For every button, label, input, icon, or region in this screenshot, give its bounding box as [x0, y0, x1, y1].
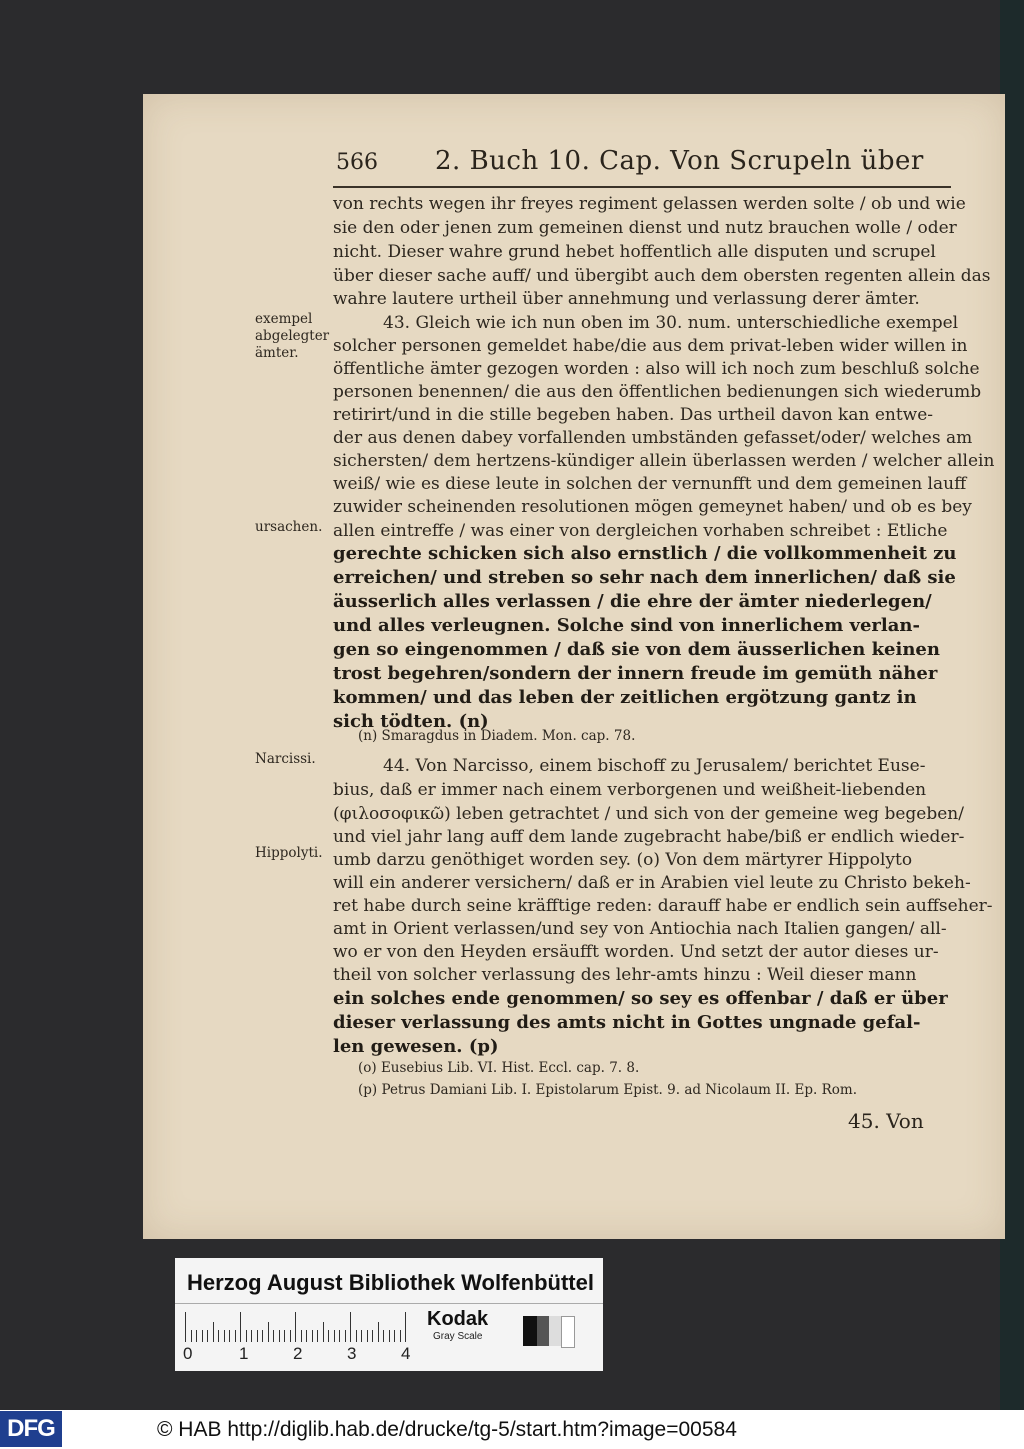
body-line-quote: gen so eingenommen / daß sie von dem äusserlichen keinen [333, 639, 940, 660]
ruler-tick [400, 1330, 401, 1342]
body-line-quote: erreichen/ und streben so sehr nach dem innerlichen/ daß sie [333, 567, 956, 588]
ruler-tick [273, 1330, 274, 1342]
body-line: zuwider scheinenden resolutionen mögen gemeynet haben/ und ob es bey [333, 497, 972, 517]
ruler-tick [251, 1330, 252, 1342]
ruler-tick [191, 1330, 192, 1342]
ruler-number: 4 [401, 1344, 411, 1363]
margin-note-hippolyti: Hippolyti. [255, 845, 323, 861]
ruler-tick [356, 1330, 357, 1342]
ruler-number: 1 [239, 1344, 249, 1363]
body-line: der aus denen dabey vorfallenden umbständen gefasset/oder/ welches am [333, 428, 973, 448]
card-divider [175, 1303, 603, 1304]
ruler-tick [213, 1322, 214, 1342]
ruler-tick [207, 1330, 208, 1342]
gray-swatch-light [549, 1316, 561, 1346]
body-line: retirirt/und in die stille begeben haben. Das urtheil davon kan entwe- [333, 405, 934, 425]
ruler-tick [240, 1312, 241, 1342]
body-line-quote: äusserlich alles verlassen / die ehre der ämter niederlegen/ [333, 591, 932, 612]
body-line: allen eintreffe / was einer von dergleichen vorhaben schreibet : Etliche [333, 521, 948, 541]
ruler-tick [262, 1330, 263, 1342]
body-line-quote: trost begehren/sondern der innern freude im gemüth näher [333, 663, 938, 684]
running-title: 2. Buch 10. Cap. Von Scrupeln über [435, 146, 924, 176]
body-line-quote: sich tödten. (n) [333, 711, 489, 732]
ruler-tick [394, 1330, 395, 1342]
kodak-logo-text: Kodak [427, 1308, 489, 1330]
ruler-tick [295, 1312, 296, 1342]
margin-note-abgelegter: abgelegter [255, 328, 330, 344]
footnote-o: (o) Eusebius Lib. VI. Hist. Eccl. cap. 7. 8. [358, 1060, 640, 1076]
dfg-logo: DFG [0, 1411, 62, 1447]
body-line-quote: ein solches ende genommen/ so sey es offenbar / daß er über [333, 988, 948, 1009]
footnote-n: (n) Smaragdus in Diadem. Mon. cap. 78. [358, 728, 636, 744]
ruler-tick [279, 1330, 280, 1342]
ruler-tick [367, 1330, 368, 1342]
body-line: bius, daß er immer nach einem verborgenen und weißheit-liebenden [333, 780, 927, 800]
body-line: von rechts wegen ihr freyes regiment gelassen werden solte / ob und wie [333, 194, 966, 214]
ruler-tick [312, 1330, 313, 1342]
body-line: sie den oder jenen zum gemeinen dienst und nutz brauchen wolle / oder [333, 218, 957, 238]
body-line: solcher personen gemeldet habe/die aus dem privat-leben wider willen in [333, 336, 968, 356]
catchword: 45. Von [848, 1109, 924, 1133]
ruler-tick [196, 1330, 197, 1342]
ruler-tick [257, 1330, 258, 1342]
gray-swatch-dark [537, 1316, 549, 1346]
ruler-tick [350, 1312, 351, 1342]
ruler-number: 2 [293, 1344, 303, 1363]
ruler-tick [224, 1330, 225, 1342]
margin-note-exempel: exempel [255, 311, 313, 327]
ruler-tick [378, 1322, 379, 1342]
body-line: 43. Gleich wie ich nun oben im 30. num. unterschiedliche exempel [383, 313, 959, 333]
ruler-tick [328, 1330, 329, 1342]
body-line: (φιλοσοφικῶ) leben getrachtet / und sich von der gemeine weg begeben/ [333, 804, 964, 824]
ruler-scale [185, 1310, 417, 1342]
margin-note-narcissi: Narcissi. [255, 751, 316, 767]
body-line: wo er von den Heyden ersäufft worden. Und setzt der autor dieses ur- [333, 942, 939, 962]
gray-swatch-black [523, 1316, 537, 1346]
body-line: personen benennen/ die aus den öffentlichen bedienungen sich wiederumb [333, 382, 982, 402]
body-line: umb darzu genöthiget worden sey. (o) Von dem märtyrer Hippolyto [333, 850, 913, 870]
book-page [143, 94, 1005, 1239]
body-line: sichersten/ dem hertzens-kündiger allein überlassen werden / welcher allein [333, 451, 995, 471]
body-line-quote: dieser verlassung des amts nicht in Gottes ungnade gefal- [333, 1012, 921, 1033]
body-line-quote: len gewesen. (p) [333, 1036, 499, 1057]
ruler-tick [218, 1330, 219, 1342]
ruler-tick [229, 1330, 230, 1342]
body-line: will ein anderer versichern/ daß er in Arabien viel leute zu Christo bekeh- [333, 873, 971, 893]
ruler-tick [185, 1312, 186, 1342]
margin-note-ursachen: ursachen. [255, 519, 323, 535]
footnote-p: (p) Petrus Damiani Lib. I. Epistolarum Epist. 9. ad Nicolaum II. Ep. Rom. [358, 1082, 857, 1098]
gray-scale-label: Gray Scale [433, 1331, 483, 1342]
ruler-tick [268, 1322, 269, 1342]
ruler-tick [306, 1330, 307, 1342]
page-number: 566 [336, 150, 378, 175]
body-line-quote: und alles verleugnen. Solche sind von innerlichem verlan- [333, 615, 920, 636]
ruler-tick [301, 1330, 302, 1342]
body-line-quote: gerechte schicken sich also ernstlich / die vollkommenheit zu [333, 543, 957, 564]
body-line: weiß/ wie es diese leute in solchen der vernunfft und dem gemeinen lauff [333, 474, 967, 494]
ruler-tick [372, 1330, 373, 1342]
body-line: wahre lautere urtheil über annehmung und verlassung derer ämter. [333, 289, 920, 309]
body-line: 44. Von Narcisso, einem bischoff zu Jerusalem/ berichtet Euse- [383, 756, 926, 776]
ruler-number: 0 [183, 1344, 193, 1363]
ruler-tick [202, 1330, 203, 1342]
ruler-tick [345, 1330, 346, 1342]
body-line: amt in Orient verlassen/und sey von Antiochia nach Italien gangen/ all- [333, 919, 947, 939]
gray-swatch-white [561, 1316, 575, 1348]
body-line: nicht. Dieser wahre grund hebet hoffentlich alle disputen und scrupel [333, 242, 936, 262]
body-line: und viel jahr lang auff dem lande zugebracht habe/biß er endlich wieder- [333, 827, 965, 847]
ruler-tick [334, 1330, 335, 1342]
ruler-number: 3 [347, 1344, 357, 1363]
color-calibration-card [175, 1258, 603, 1371]
ruler-tick [389, 1330, 390, 1342]
library-name: Herzog August Bibliothek Wolfenbüttel [187, 1270, 594, 1295]
margin-note-aemter: ämter. [255, 345, 299, 361]
ruler-tick [361, 1330, 362, 1342]
ruler-tick [235, 1330, 236, 1342]
body-line: ret habe durch seine kräfftige reden: darauff habe er endlich sein auffseher- [333, 896, 993, 916]
ruler-tick [284, 1330, 285, 1342]
body-line: über dieser sache auff/ und übergibt auch dem obersten regenten allein das [333, 266, 991, 286]
ruler-tick [246, 1330, 247, 1342]
ruler-tick [290, 1330, 291, 1342]
body-line: öffentliche ämter gezogen worden : also will ich noch zum beschluß solche [333, 359, 980, 379]
copyright-link-text[interactable]: © HAB http://diglib.hab.de/drucke/tg-5/start.htm?image=00584 [157, 1418, 737, 1441]
ruler-tick [317, 1330, 318, 1342]
ruler-tick [323, 1322, 324, 1342]
ruler-tick [339, 1330, 340, 1342]
body-line-quote: kommen/ und das leben der zeitlichen ergötzung gantz in [333, 687, 917, 708]
ruler-tick [405, 1312, 406, 1342]
header-rule [333, 186, 951, 188]
ruler-tick [383, 1330, 384, 1342]
body-line: theil von solcher verlassung des lehr-amts hinzu : Weil dieser mann [333, 965, 917, 985]
